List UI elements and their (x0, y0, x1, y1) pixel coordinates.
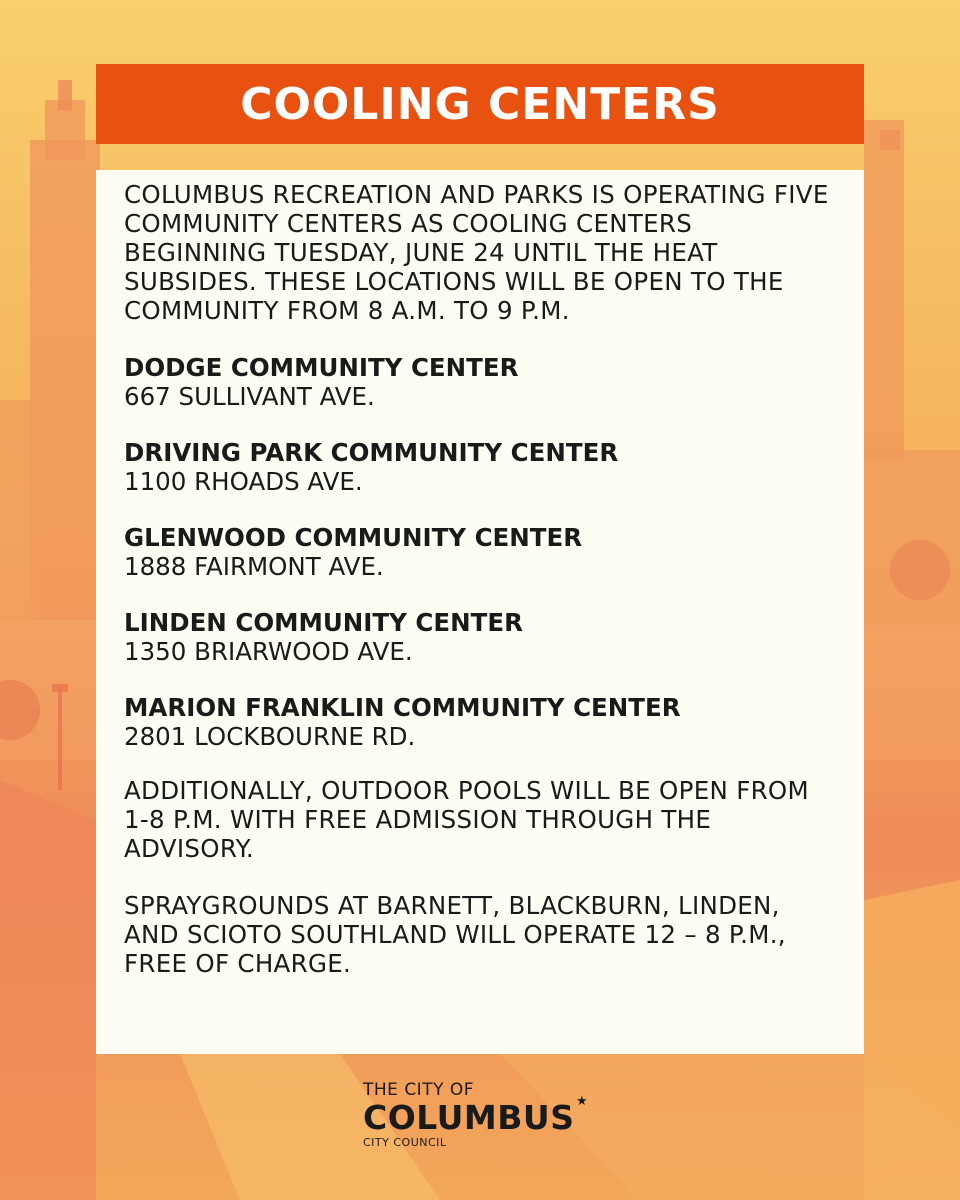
title-banner (96, 64, 864, 144)
logo-line-columbus: COLUMBUS (363, 1098, 575, 1137)
city-council-logo (363, 1080, 603, 1160)
location-item (124, 523, 842, 581)
location-name: MARION FRANKLIN COMMUNITY CENTER (124, 693, 681, 722)
location-item (124, 353, 842, 411)
location-name: LINDEN COMMUNITY CENTER (124, 608, 523, 637)
location-name: DODGE COMMUNITY CENTER (124, 353, 519, 382)
page-title: COOLING CENTERS (240, 78, 720, 130)
location-item (124, 438, 842, 496)
location-address: 1888 FAIRMONT AVE. (124, 552, 384, 581)
location-item (124, 608, 842, 666)
location-address: 2801 LOCKBOURNE RD. (124, 722, 416, 751)
location-item (124, 693, 842, 751)
star-icon: ★ (576, 1094, 588, 1109)
location-address: 1350 BRIARWOOD AVE. (124, 637, 413, 666)
pools-paragraph: ADDITIONALLY, OUTDOOR POOLS WILL BE OPEN FROM 1-8 P.M. WITH FREE ADMISSION THROUGH THE ADVISORY. (124, 776, 809, 863)
content-card (96, 170, 864, 1054)
location-address: 1100 RHOADS AVE. (124, 467, 363, 496)
spraygrounds-paragraph: SPRAYGROUNDS AT BARNETT, BLACKBURN, LINDEN, AND SCIOTO SOUTHLAND WILL OPERATE 12 – 8 P.M., FREE OF CHARGE. (124, 891, 786, 978)
logo-line-city-of: THE CITY OF (363, 1080, 475, 1100)
logo-line-council: CITY COUNCIL (363, 1136, 447, 1149)
location-address: 667 SULLIVANT AVE. (124, 382, 375, 411)
location-name: DRIVING PARK COMMUNITY CENTER (124, 438, 619, 467)
intro-paragraph: COLUMBUS RECREATION AND PARKS IS OPERATING FIVE COMMUNITY CENTERS AS COOLING CENTERS BEGINNING TUESDAY, JUNE 24 UNTIL THE HEAT SUBSIDES. THESE LOCATIONS WILL BE OPEN TO THE COMMUNITY FROM 8 A.M. TO 9 P.M. (124, 180, 829, 325)
location-name: GLENWOOD COMMUNITY CENTER (124, 523, 583, 552)
